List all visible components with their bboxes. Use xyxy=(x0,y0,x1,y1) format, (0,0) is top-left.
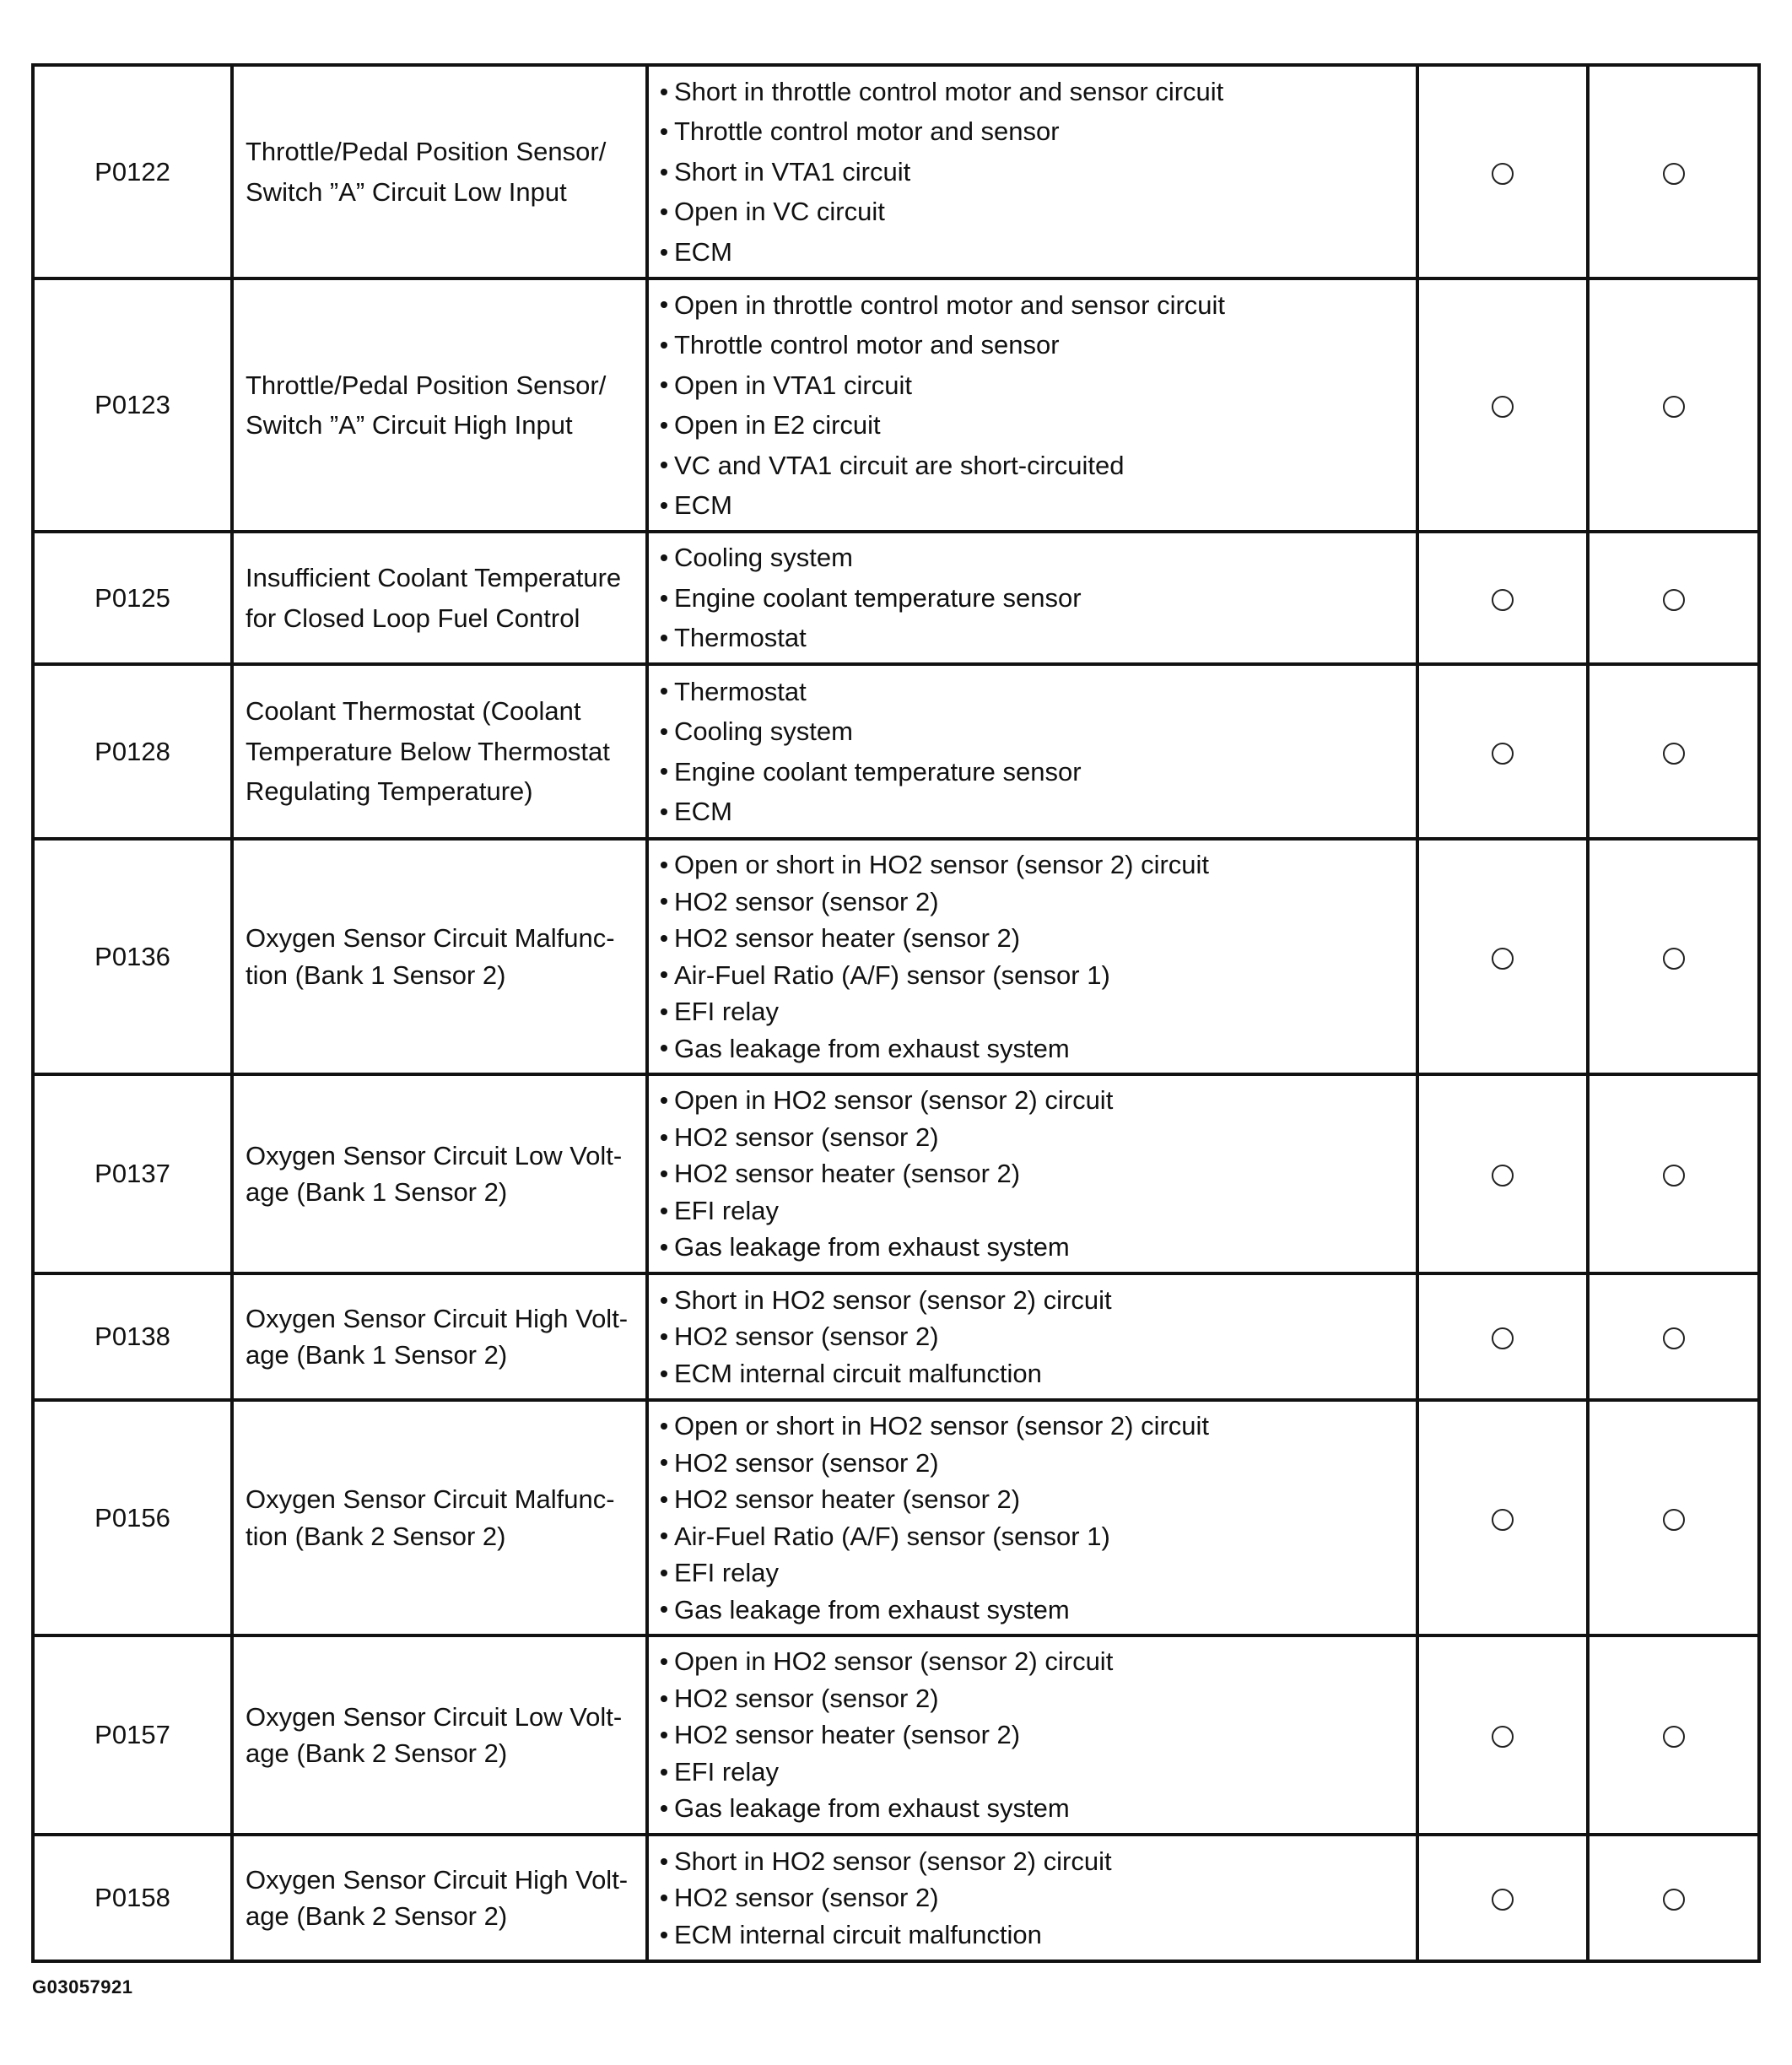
circle-mark-icon xyxy=(1492,948,1514,970)
dtc-code: P0128 xyxy=(33,664,232,839)
detection-item-line: Regulating Temperature) xyxy=(246,776,533,807)
list-item: Throttle control motor and sensor xyxy=(659,111,1409,152)
list-item: HO2 sensor (sensor 2) xyxy=(659,884,1409,921)
trouble-area-list xyxy=(659,1843,1409,1954)
detection-item-line: Throttle/Pedal Position Sensor/ xyxy=(246,370,607,400)
dtc-code: P0137 xyxy=(33,1074,232,1273)
list-item: Thermostat xyxy=(659,618,1409,658)
list-item: Open in HO2 sensor (sensor 2) circuit xyxy=(659,1643,1409,1680)
list-item: Gas leakage from exhaust system xyxy=(659,1229,1409,1266)
figure-id: G03057921 xyxy=(32,1976,133,1997)
dtc-code: P0158 xyxy=(33,1835,232,1961)
mark-cell xyxy=(1417,532,1588,664)
detection-item-line: Oxygen Sensor Circuit High Volt- xyxy=(246,1303,629,1333)
list-item: EFI relay xyxy=(659,1192,1409,1230)
mark-cell xyxy=(1588,1835,1759,1961)
list-item: EFI relay xyxy=(659,1754,1409,1791)
mark-cell xyxy=(1417,1273,1588,1400)
list-item: Open in VTA1 circuit xyxy=(659,365,1409,406)
mark-cell xyxy=(1417,664,1588,839)
trouble-area xyxy=(647,1273,1417,1400)
list-item: HO2 sensor (sensor 2) xyxy=(659,1318,1409,1355)
dtc-table xyxy=(31,63,1761,1963)
list-item: Gas leakage from exhaust system xyxy=(659,1790,1409,1827)
mark-cell xyxy=(1417,1400,1588,1635)
trouble-area-list xyxy=(659,1408,1409,1628)
detection-item-line: Oxygen Sensor Circuit High Volt- xyxy=(246,1864,629,1895)
circle-mark-icon xyxy=(1663,1726,1685,1748)
trouble-area-list xyxy=(659,1282,1409,1392)
detection-item xyxy=(232,1835,647,1961)
circle-mark-icon xyxy=(1492,1165,1514,1187)
list-item: Open in throttle control motor and sensor circuit xyxy=(659,285,1409,326)
detection-item-line: tion (Bank 2 Sensor 2) xyxy=(246,1521,506,1551)
detection-item-line: age (Bank 2 Sensor 2) xyxy=(246,1738,508,1768)
detection-item-line: Insufficient Coolant Temperature xyxy=(246,563,622,592)
mark-cell xyxy=(1588,664,1759,839)
trouble-area-list xyxy=(659,672,1409,832)
detection-item-line: Switch ”A” Circuit Low Input xyxy=(246,176,567,207)
list-item: ECM internal circuit malfunction xyxy=(659,1355,1409,1392)
list-item: EFI relay xyxy=(659,1554,1409,1592)
detection-item xyxy=(232,65,647,278)
circle-mark-icon xyxy=(1663,743,1685,765)
circle-mark-icon xyxy=(1492,163,1514,185)
circle-mark-icon xyxy=(1663,396,1685,418)
table-row xyxy=(33,1400,1759,1635)
dtc-code: P0125 xyxy=(33,532,232,664)
circle-mark-icon xyxy=(1663,948,1685,970)
detection-item-line: Oxygen Sensor Circuit Low Volt- xyxy=(246,1140,623,1170)
mark-cell xyxy=(1588,1273,1759,1400)
list-item: Short in HO2 sensor (sensor 2) circuit xyxy=(659,1843,1409,1880)
detection-item-line: age (Bank 1 Sensor 2) xyxy=(246,1177,508,1207)
list-item: Cooling system xyxy=(659,538,1409,578)
circle-mark-icon xyxy=(1492,1327,1514,1349)
circle-mark-icon xyxy=(1492,589,1514,611)
list-item: Gas leakage from exhaust system xyxy=(659,1592,1409,1629)
trouble-area xyxy=(647,1835,1417,1961)
mark-cell xyxy=(1417,1835,1588,1961)
circle-mark-icon xyxy=(1492,1509,1514,1531)
list-item: HO2 sensor (sensor 2) xyxy=(659,1879,1409,1916)
trouble-area xyxy=(647,65,1417,278)
mark-cell xyxy=(1417,65,1588,278)
detection-item xyxy=(232,1074,647,1273)
detection-item xyxy=(232,532,647,664)
trouble-area xyxy=(647,1074,1417,1273)
list-item: ECM xyxy=(659,232,1409,273)
list-item: Air-Fuel Ratio (A/F) sensor (sensor 1) xyxy=(659,957,1409,994)
detection-item xyxy=(232,278,647,532)
list-item: Air-Fuel Ratio (A/F) sensor (sensor 1) xyxy=(659,1518,1409,1555)
detection-item-line: for Closed Loop Fuel Control xyxy=(246,603,580,633)
trouble-area xyxy=(647,532,1417,664)
mark-cell xyxy=(1588,1074,1759,1273)
trouble-area xyxy=(647,278,1417,532)
mark-cell xyxy=(1417,1635,1588,1835)
circle-mark-icon xyxy=(1663,1889,1685,1911)
list-item: Throttle control motor and sensor xyxy=(659,325,1409,365)
trouble-area-list xyxy=(659,538,1409,658)
detection-item xyxy=(232,664,647,839)
list-item: Open or short in HO2 sensor (sensor 2) circuit xyxy=(659,1408,1409,1445)
detection-item-line: Throttle/Pedal Position Sensor/ xyxy=(246,137,607,166)
list-item: EFI relay xyxy=(659,993,1409,1030)
trouble-area xyxy=(647,1635,1417,1835)
circle-mark-icon xyxy=(1663,163,1685,185)
detection-item-line: age (Bank 1 Sensor 2) xyxy=(246,1340,508,1370)
dtc-code: P0156 xyxy=(33,1400,232,1635)
detection-item xyxy=(232,1273,647,1400)
list-item: HO2 sensor (sensor 2) xyxy=(659,1119,1409,1156)
trouble-area-list xyxy=(659,72,1409,273)
trouble-area xyxy=(647,1400,1417,1635)
list-item: HO2 sensor heater (sensor 2) xyxy=(659,1716,1409,1754)
circle-mark-icon xyxy=(1492,396,1514,418)
dtc-code: P0136 xyxy=(33,839,232,1074)
detection-item xyxy=(232,1635,647,1835)
list-item: Short in VTA1 circuit xyxy=(659,152,1409,192)
list-item: Engine coolant temperature sensor xyxy=(659,752,1409,792)
circle-mark-icon xyxy=(1492,1726,1514,1748)
list-item: HO2 sensor (sensor 2) xyxy=(659,1445,1409,1482)
mark-cell xyxy=(1588,1400,1759,1635)
list-item: Open or short in HO2 sensor (sensor 2) circuit xyxy=(659,846,1409,884)
list-item: Engine coolant temperature sensor xyxy=(659,578,1409,619)
detection-item-line: tion (Bank 1 Sensor 2) xyxy=(246,960,506,990)
mark-cell xyxy=(1588,1635,1759,1835)
detection-item xyxy=(232,1400,647,1635)
table-row xyxy=(33,532,1759,664)
list-item: HO2 sensor heater (sensor 2) xyxy=(659,920,1409,957)
detection-item-line: Oxygen Sensor Circuit Malfunc- xyxy=(246,1484,615,1514)
dtc-code: P0138 xyxy=(33,1273,232,1400)
trouble-area xyxy=(647,664,1417,839)
circle-mark-icon xyxy=(1663,1165,1685,1187)
list-item: VC and VTA1 circuit are short-circuited xyxy=(659,446,1409,486)
table-row xyxy=(33,664,1759,839)
trouble-area-list xyxy=(659,846,1409,1067)
list-item: Cooling system xyxy=(659,711,1409,752)
detection-item-line: age (Bank 2 Sensor 2) xyxy=(246,1901,508,1931)
list-item: ECM internal circuit malfunction xyxy=(659,1916,1409,1954)
detection-item-line: Oxygen Sensor Circuit Malfunc- xyxy=(246,923,615,953)
mark-cell xyxy=(1417,278,1588,532)
list-item: Open in VC circuit xyxy=(659,192,1409,232)
circle-mark-icon xyxy=(1492,743,1514,765)
circle-mark-icon xyxy=(1492,1889,1514,1911)
table-row xyxy=(33,1273,1759,1400)
list-item: ECM xyxy=(659,485,1409,526)
list-item: Thermostat xyxy=(659,672,1409,712)
detection-item-line: Switch ”A” Circuit High Input xyxy=(246,410,573,440)
mark-cell xyxy=(1588,839,1759,1074)
circle-mark-icon xyxy=(1663,589,1685,611)
dtc-code: P0157 xyxy=(33,1635,232,1835)
mark-cell xyxy=(1588,278,1759,532)
list-item: HO2 sensor heater (sensor 2) xyxy=(659,1155,1409,1192)
list-item: Open in E2 circuit xyxy=(659,405,1409,446)
list-item: Open in HO2 sensor (sensor 2) circuit xyxy=(659,1082,1409,1119)
table-row xyxy=(33,839,1759,1074)
list-item: Short in throttle control motor and sensor circuit xyxy=(659,72,1409,112)
detection-item-line: Coolant Thermostat (Coolant xyxy=(246,696,581,727)
trouble-area-list xyxy=(659,285,1409,526)
table-row xyxy=(33,1835,1759,1961)
circle-mark-icon xyxy=(1663,1509,1685,1531)
mark-cell xyxy=(1588,532,1759,664)
list-item: ECM xyxy=(659,792,1409,832)
list-item: HO2 sensor heater (sensor 2) xyxy=(659,1481,1409,1518)
detection-item-line: Oxygen Sensor Circuit Low Volt- xyxy=(246,1701,623,1732)
mark-cell xyxy=(1417,1074,1588,1273)
list-item: Short in HO2 sensor (sensor 2) circuit xyxy=(659,1282,1409,1319)
trouble-area-list xyxy=(659,1643,1409,1827)
detection-item-line: Temperature Below Thermostat xyxy=(246,736,610,766)
list-item: Gas leakage from exhaust system xyxy=(659,1030,1409,1068)
table-row xyxy=(33,65,1759,278)
circle-mark-icon xyxy=(1663,1327,1685,1349)
dtc-code: P0122 xyxy=(33,65,232,278)
table-row xyxy=(33,278,1759,532)
dtc-code: P0123 xyxy=(33,278,232,532)
table-row xyxy=(33,1074,1759,1273)
list-item: HO2 sensor (sensor 2) xyxy=(659,1680,1409,1717)
mark-cell xyxy=(1588,65,1759,278)
table-row xyxy=(33,1635,1759,1835)
mark-cell xyxy=(1417,839,1588,1074)
trouble-area-list xyxy=(659,1082,1409,1266)
detection-item xyxy=(232,839,647,1074)
trouble-area xyxy=(647,839,1417,1074)
